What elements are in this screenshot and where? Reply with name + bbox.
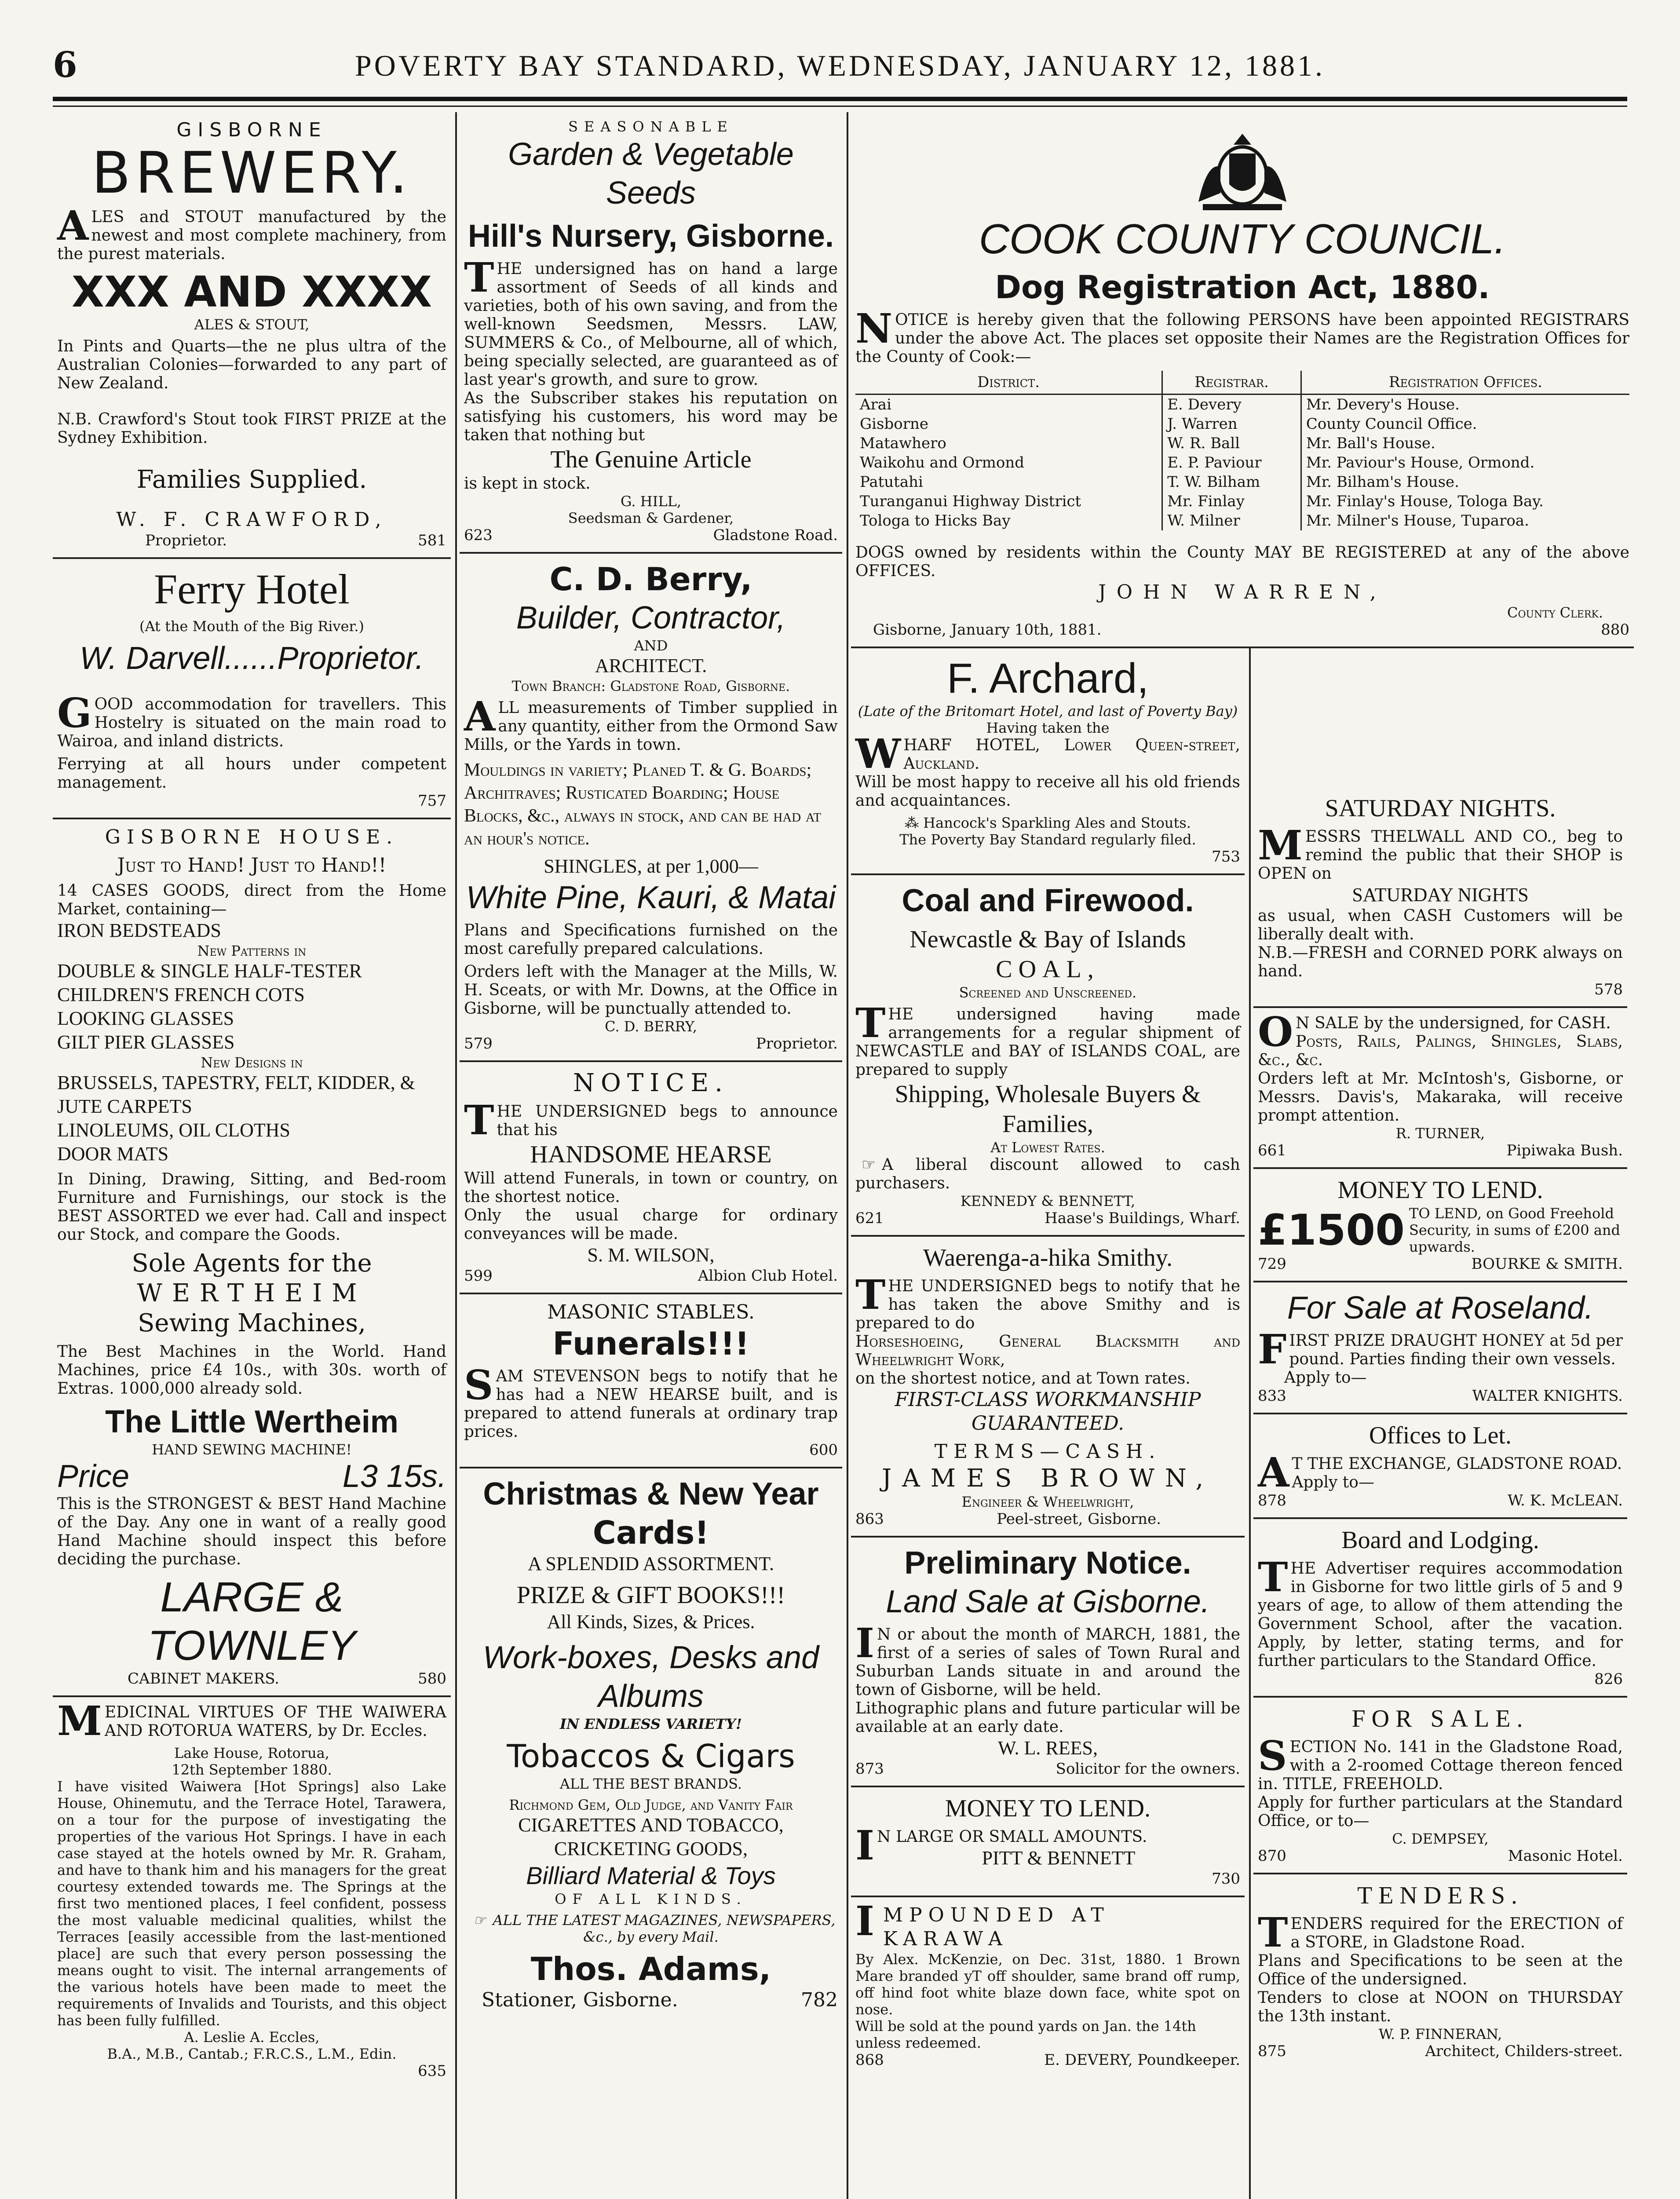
saturday-ad bbox=[1253, 787, 1627, 1008]
board-footer bbox=[1258, 1670, 1623, 1688]
smithy-body-2: on the shortest notice, and at Town rates. bbox=[855, 1370, 1191, 1388]
masthead-title: POVERTY BAY STANDARD, WEDNESDAY, JANUARY 12, 1881. bbox=[354, 49, 1326, 82]
brewery-grades: XXX AND XXXX bbox=[71, 267, 432, 317]
roseland-ad bbox=[1253, 1282, 1627, 1414]
ad-number: 833 bbox=[1258, 1387, 1286, 1405]
adams-ad bbox=[460, 1468, 842, 2020]
nursery-body-2: As the Subscriber stakes his reputation on satisfying his customers, his word may be taken that nothing but bbox=[464, 389, 838, 444]
med-place: Lake House, Rotorua, bbox=[174, 1745, 329, 1761]
land-body-2: Lithographic plans and future particular will be available at an early date. bbox=[855, 1699, 1240, 1736]
archard-taken: Having taken the bbox=[986, 720, 1110, 736]
table-cell: W. Milner bbox=[1162, 511, 1301, 530]
saturday-body: MESSRS THELWALL AND CO., beg to remind the public that their SHOP is OPEN on bbox=[1258, 822, 1623, 883]
roseland-sig: WALTER KNIGHTS. bbox=[1472, 1387, 1623, 1405]
pointing-hand-icon: ☞ bbox=[861, 1156, 876, 1174]
table-row bbox=[855, 434, 1629, 453]
coal-screened: Screened and Unscreened. bbox=[959, 984, 1137, 1001]
berry-sig-role: Proprietor. bbox=[756, 1035, 838, 1052]
coal-title: Coal and Firewood. bbox=[902, 883, 1194, 918]
ad-number: 581 bbox=[418, 532, 446, 549]
ad-number: 782 bbox=[801, 1989, 838, 2011]
council-date: Gisborne, January 10th, 1881. bbox=[873, 621, 1102, 639]
masthead-rule-thin bbox=[53, 106, 1627, 107]
adams-mags: ☞ ALL THE LATEST MAGAZINES, NEWSPAPERS, &c., by every Mail. bbox=[464, 1912, 838, 1945]
turner-sig: R. TURNER, bbox=[1395, 1125, 1485, 1142]
gh-body: In Dining, Drawing, Sitting, and Bed-room Furniture and Furnishings, our stock is the BEST ASSORTED we ever had. Call and inspect our Stock, and compare the Goods. bbox=[57, 1170, 446, 1244]
brewery-note: N.B. Crawford's Stout took FIRST PRIZE at the Sydney Exhibition. bbox=[57, 410, 446, 447]
coal-body: THE undersigned having made arrangements for a regular shipment of NEWCASTLE and BAY of ISLANDS COAL, are prepared to supply bbox=[855, 999, 1240, 1079]
coal-buyers: Shipping, Wholesale Buyers & Families, bbox=[895, 1081, 1201, 1138]
ad-number: 863 bbox=[855, 1510, 884, 1528]
archard-ale: ⁂ Hancock's Sparkling Ales and Stouts. bbox=[905, 815, 1191, 831]
board-title: Board and Lodging. bbox=[1341, 1527, 1539, 1554]
berry-ad bbox=[460, 554, 842, 1062]
adams-books: PRIZE & GIFT BOOKS!!! bbox=[516, 1582, 785, 1609]
coal-addr: Haase's Buildings, Wharf. bbox=[1045, 1209, 1240, 1227]
nursery-sig: G. HILL, bbox=[621, 493, 681, 510]
notice-body-3: Only the usual charge for ordinary conveyances will be made. bbox=[464, 1206, 838, 1243]
gh-little: The Little Wertheim bbox=[105, 1404, 398, 1439]
gh-firm: LARGE & TOWNLEY bbox=[148, 1574, 356, 1669]
table-cell: Mr. Devery's House. bbox=[1301, 395, 1629, 415]
brewery-proprietor-role: Proprietor. bbox=[145, 532, 227, 549]
ad-number: 600 bbox=[809, 1441, 838, 1459]
table-cell: Mr. Paviour's House, Ormond. bbox=[1301, 453, 1629, 472]
ferry-hotel-ad bbox=[53, 559, 451, 819]
land-pre: Preliminary Notice. bbox=[904, 1545, 1191, 1581]
adams-boxes: Work-boxes, Desks and Albums bbox=[482, 1640, 819, 1714]
smithy-terms: TERMS—CASH. bbox=[934, 1440, 1161, 1463]
table-row bbox=[855, 511, 1629, 530]
masonic-footer bbox=[464, 1441, 838, 1459]
forsale-footer bbox=[1258, 1847, 1623, 1865]
masthead bbox=[53, 44, 1627, 92]
ferry-sub: (At the Mouth of the Big River.) bbox=[139, 618, 364, 635]
forsale-addr: Masonic Hotel. bbox=[1508, 1847, 1623, 1865]
tenders-body-2: Plans and Specifications to be seen at the Office of the undersigned. bbox=[1258, 1952, 1623, 1988]
smithy-body: THE UNDERSIGNED begs to notify that he has taken the above Smithy and is prepared to do bbox=[855, 1271, 1240, 1332]
archard-filed: The Poverty Bay Standard regularly filed. bbox=[899, 831, 1196, 848]
archard-title: F. Archard, bbox=[947, 655, 1149, 702]
berry-body-2: Plans and Specifications furnished on the most carefully prepared calculations. bbox=[464, 921, 838, 958]
ad-number: 580 bbox=[418, 1670, 446, 1688]
tenders-role: Architect, Childers-street. bbox=[1425, 2042, 1623, 2060]
coal-coal: COAL, bbox=[996, 956, 1100, 983]
board-body: THE Advertiser requires accommodation in Gisborne for two little girls of 5 and 9 years of age, to allow of them attending the Government School, after the vacation. Apply, by letter, stating terms, and for further particulars to the Standard Office. bbox=[1258, 1553, 1623, 1670]
gh-item: CHILDREN'S FRENCH COTS bbox=[57, 984, 305, 1005]
table-cell: Mr. Ball's House. bbox=[1301, 434, 1629, 453]
nursery-kicker: SEASONABLE bbox=[568, 118, 734, 135]
gh-title: GISBORNE HOUSE. bbox=[105, 826, 399, 848]
roseland-apply: Apply to— bbox=[1284, 1369, 1367, 1387]
ad-number: 661 bbox=[1258, 1142, 1286, 1159]
land-title: Land Sale at Gisborne. bbox=[886, 1584, 1210, 1619]
ferry-proprietor: W. Darvell......Proprietor. bbox=[80, 641, 424, 676]
table-cell: Mr. Bilham's House. bbox=[1301, 472, 1629, 492]
brewery-ad bbox=[53, 112, 451, 559]
table-header-row bbox=[855, 371, 1629, 395]
gh-item: DOOR MATS bbox=[57, 1143, 169, 1165]
archard-ad bbox=[851, 648, 1245, 875]
table-header: District. bbox=[855, 371, 1162, 395]
adams-name: Thos. Adams, bbox=[530, 1951, 771, 1987]
money-lend-footer bbox=[1258, 1255, 1623, 1273]
gh-price bbox=[57, 1458, 446, 1495]
brewery-footer bbox=[57, 532, 446, 549]
ad-number: 729 bbox=[1258, 1255, 1286, 1273]
asterism-icon: ⁂ bbox=[905, 815, 924, 831]
roseland-title: For Sale at Roseland. bbox=[1287, 1290, 1594, 1326]
money-footer bbox=[855, 1870, 1240, 1888]
table-cell: Mr. Finlay bbox=[1162, 492, 1301, 511]
gh-item: IRON BEDSTEADS bbox=[57, 920, 221, 941]
coal-footer bbox=[855, 1209, 1240, 1227]
archard-body: Will be most happy to receive all his old friends and acquaintances. bbox=[855, 773, 1240, 810]
table-cell: E. P. Paviour bbox=[1162, 453, 1301, 472]
roseland-body: FIRST PRIZE DRAUGHT HONEY at 5d per pound. Parties finding their own vessels. bbox=[1258, 1326, 1623, 1373]
coal-rates: At Lowest Rates. bbox=[990, 1139, 1105, 1156]
med-footer bbox=[57, 2062, 446, 2080]
table-cell: Patutahi bbox=[860, 473, 923, 491]
impounded-ad bbox=[851, 1897, 1245, 2077]
ferry-title: Ferry Hotel bbox=[153, 566, 350, 613]
gh-item: LINOLEUMS, OIL CLOTHS bbox=[57, 1119, 290, 1141]
registrars-table bbox=[855, 371, 1629, 530]
land-sig: W. L. REES, bbox=[998, 1737, 1098, 1759]
ad-number: 730 bbox=[1212, 1870, 1240, 1888]
adams-cig: CIGARETTES AND TOBACCO, bbox=[518, 1814, 784, 1836]
nursery-footer bbox=[464, 526, 838, 544]
gh-price-value: L3 15s. bbox=[342, 1459, 446, 1494]
council-footer bbox=[855, 621, 1629, 639]
impounded-body-2: Will be sold at the pound yards on Jan. the 14th unless redeemed. bbox=[855, 2018, 1196, 2051]
turner-footer bbox=[1258, 1142, 1623, 1159]
offices-footer bbox=[1258, 1492, 1623, 1509]
nursery-addr: Gladstone Road. bbox=[713, 526, 838, 544]
ad-number: 599 bbox=[464, 1267, 493, 1285]
brewery-title: BREWERY. bbox=[91, 139, 412, 206]
ad-number: 878 bbox=[1258, 1492, 1286, 1509]
coal-places: Newcastle & Bay of Islands bbox=[909, 926, 1186, 953]
table-row bbox=[855, 492, 1629, 511]
tenders-body: TENDERS required for the ERECTION of a STORE, in Gladstone Road. bbox=[1258, 1909, 1623, 1956]
med-head: MEDICINAL VIRTUES OF THE WAIWERA AND ROTORUA WATERS, by Dr. Eccles. bbox=[57, 1697, 446, 1745]
berry-goods: Mouldings in variety; Planed T. & G. Boards; Architraves; Rusticated Boarding; House Blocks, &c., always in stock, and can be had at an hour's notice. bbox=[464, 760, 822, 849]
archard-hotel: WHARF HOTEL, Lower Queen-street, Auckland. bbox=[855, 730, 1240, 778]
table-row bbox=[855, 453, 1629, 472]
ad-number: 757 bbox=[418, 792, 446, 810]
ad-number: 579 bbox=[464, 1035, 493, 1052]
notice-ad bbox=[460, 1062, 842, 1294]
archard-footer bbox=[855, 848, 1240, 866]
adams-endless: IN ENDLESS VARIETY! bbox=[559, 1716, 742, 1732]
ad-number: 870 bbox=[1258, 1847, 1286, 1865]
table-cell: Matawhero bbox=[860, 435, 946, 452]
ad-number: 873 bbox=[855, 1760, 884, 1778]
council-sig-role: County Clerk. bbox=[1507, 604, 1603, 621]
notice-body-2: Will attend Funerals, in town or country, on the shortest notice. bbox=[464, 1169, 838, 1206]
smithy-role: Engineer & Wheelwright, bbox=[961, 1494, 1134, 1510]
med-sig-2: B.A., M.B., Cantab.; F.R.C.S., L.M., Edin. bbox=[107, 2046, 397, 2062]
masonic-ad bbox=[460, 1294, 842, 1468]
forsale-sig: C. DEMPSEY, bbox=[1392, 1830, 1489, 1847]
smithy-footer bbox=[855, 1510, 1240, 1528]
table-cell: T. W. Bilham bbox=[1162, 472, 1301, 492]
berry-shingles: SHINGLES, at per 1,000— bbox=[544, 855, 758, 877]
ad-number: 880 bbox=[1601, 621, 1629, 639]
impounded-footer bbox=[855, 2051, 1240, 2069]
coal-ad bbox=[851, 875, 1245, 1237]
turner-addr: Pipiwaka Bush. bbox=[1506, 1142, 1623, 1159]
gisborne-house-ad bbox=[53, 819, 451, 1697]
column-rule bbox=[455, 112, 457, 2199]
gh-body-2: The Best Machines in the World. Hand Machines, price £4 10s., with 30s. worth of Extras. 1000,000 already sold. bbox=[57, 1343, 446, 1398]
land-sale-ad bbox=[851, 1538, 1245, 1787]
smithy-name: JAMES BROWN, bbox=[881, 1464, 1214, 1493]
berry-sig: C. D. BERRY, bbox=[605, 1018, 697, 1035]
forsale-title: FOR SALE. bbox=[1351, 1705, 1529, 1732]
gh-item: GILT PIER GLASSES bbox=[57, 1031, 235, 1053]
adams-kinds: All Kinds, Sizes, & Prices. bbox=[547, 1611, 755, 1633]
smithy-addr: Peel-street, Gisborne. bbox=[997, 1510, 1161, 1528]
saturday-nights: SATURDAY NIGHTS bbox=[1352, 884, 1529, 906]
brewery-grades-sub: ALES & STOUT, bbox=[194, 316, 310, 333]
adams-assort: A SPLENDID ASSORTMENT. bbox=[527, 1553, 774, 1574]
offices-body: AT THE EXCHANGE, GLADSTONE ROAD. bbox=[1258, 1449, 1622, 1496]
nursery-ad bbox=[460, 112, 842, 554]
gh-item: DOUBLE & SINGLE HALF-TESTER bbox=[57, 960, 362, 982]
med-body: I have visited Waiwera [Hot Springs] also Lake House, Ohinemutu, and the Terrace Hotel, Tarawera, on a tour for the purpose of investigating the properties of the various Hot Springs. I have in each case stayed at the hotels owned by Mr. R. Graham, and have to thank him and his managers for the great courtesy extended towards me. The Springs at the first two mentioned places, I feel confident, possess the most valuable medicinal qualities, whilst the Terraces [easily accessible from the last-mentioned place] are such that every person possessing the means ought to visit. The internal arrangements of the various hotels have been made to meet the requirements of Invalids and Tourists, and this object has been fully fulfilled. bbox=[57, 1778, 446, 2029]
notice-body: THE UNDERSIGNED begs to announce that his bbox=[464, 1096, 838, 1144]
ad-number: 621 bbox=[855, 1209, 884, 1227]
nursery-title: Garden & Vegetable Seeds bbox=[508, 137, 794, 211]
turner-body-2: Orders left at Mr. McIntosh's, Gisborne, or Messrs. Davis's, Makaraka, will receive prompt attention. bbox=[1258, 1070, 1623, 1125]
gh-item: BRUSSELS, TAPESTRY, FELT, KIDDER, & JUTE CARPETS bbox=[57, 1072, 415, 1117]
brewery-proprietor: W. F. CRAWFORD, bbox=[116, 508, 387, 531]
berry-branch: Town Branch: Gladstone Road, Gisborne. bbox=[511, 678, 790, 694]
coal-discount: ☞ A liberal discount allowed to cash purchasers. bbox=[855, 1156, 1240, 1192]
smithy-title: Waerenga-a-hika Smithy. bbox=[923, 1244, 1173, 1271]
ad-number: 826 bbox=[1594, 1670, 1623, 1688]
ad-number: 623 bbox=[464, 526, 493, 544]
board-ad bbox=[1253, 1519, 1627, 1698]
nursery-name: Hill's Nursery, Gisborne. bbox=[467, 219, 834, 254]
masonic-funerals: Funerals!!! bbox=[552, 1325, 749, 1362]
adams-all-kinds: OF ALL KINDS. bbox=[555, 1891, 747, 1907]
saturday-title: SATURDAY NIGHTS. bbox=[1325, 795, 1556, 822]
med-date: 12th September 1880. bbox=[172, 1761, 332, 1778]
notice-title: NOTICE. bbox=[573, 1069, 729, 1097]
money-lend-row bbox=[1258, 1205, 1623, 1255]
table-cell: Mr. Milner's House, Tuparoa. bbox=[1301, 511, 1629, 530]
berry-timber: White Pine, Kauri, & Matai bbox=[466, 880, 836, 915]
saturday-nb: N.B.—FRESH and CORNED PORK always on hand. bbox=[1258, 944, 1623, 980]
berry-title: C. D. Berry, bbox=[549, 561, 752, 598]
tenders-title: TENDERS. bbox=[1357, 1882, 1523, 1909]
council-title: COOK COUNTY COUNCIL. bbox=[979, 216, 1506, 263]
adams-brands: ALL THE BEST BRANDS. bbox=[559, 1775, 742, 1792]
council-ad bbox=[851, 112, 1634, 648]
council-act: Dog Registration Act, 1880. bbox=[995, 269, 1490, 306]
table-header: Registrar. bbox=[1162, 371, 1301, 395]
ad-number: 753 bbox=[1212, 848, 1240, 866]
forsale-ad bbox=[1253, 1698, 1627, 1874]
ferry-body-2: Ferrying at all hours under competent management. bbox=[57, 755, 446, 792]
pointing-hand-icon: ☞ bbox=[473, 1912, 486, 1929]
adams-gem: Richmond Gem, Old Judge, and Vanity Fair bbox=[509, 1797, 793, 1813]
berry-body: ALL measurements of Timber supplied in any quantity, either from the Ormond Saw Mills, or the Yards in town. bbox=[464, 693, 838, 754]
nursery-sig-2: Seedsman & Gardener, bbox=[568, 510, 734, 526]
impounded-sig: E. DEVERY, Poundkeeper. bbox=[1044, 2051, 1240, 2069]
gh-wertheim: WERTHEIM bbox=[137, 1279, 367, 1308]
money-body: IN LARGE OR SMALL AMOUNTS. bbox=[855, 1822, 1147, 1869]
money-lend-firm: BOURKE & SMITH. bbox=[1471, 1255, 1623, 1273]
money-lend-detail: TO LEND, on Good Freehold Security, in sums of £200 and upwards. bbox=[1409, 1205, 1620, 1255]
council-body-2: DOGS owned by residents within the County MAY BE REGISTERED at any of the above OFFICES. bbox=[855, 544, 1629, 580]
column-1 bbox=[53, 112, 451, 2088]
offices-ad bbox=[1253, 1414, 1627, 1519]
column-2 bbox=[460, 112, 842, 2020]
brewery-body-2: In Pints and Quarts—the ne plus ultra of the Australian Colonies—forwarded to any part of New Zealand. bbox=[57, 337, 446, 392]
table-cell: J. Warren bbox=[1162, 414, 1301, 434]
gh-machines: Sewing Machines, bbox=[138, 1309, 366, 1337]
offices-title: Offices to Let. bbox=[1369, 1422, 1512, 1449]
table-cell: Gisborne bbox=[860, 415, 928, 433]
notice-sig: S. M. WILSON, bbox=[587, 1244, 715, 1266]
table-cell: E. Devery bbox=[1162, 395, 1301, 415]
table-row bbox=[855, 414, 1629, 434]
land-footer bbox=[855, 1760, 1240, 1778]
brewery-body: ALES and STOUT manufactured by the newest and most complete machinery, from the purest materials. bbox=[57, 202, 446, 263]
smithy-ad bbox=[851, 1237, 1245, 1538]
coal-firm: KENNEDY & BENNETT, bbox=[960, 1193, 1136, 1209]
smithy-first: FIRST-CLASS WORKMANSHIP GUARANTEED. bbox=[895, 1388, 1201, 1435]
saturday-body-2: as usual, when CASH Customers will be liberally dealt with. bbox=[1258, 907, 1623, 943]
masthead-rule bbox=[53, 97, 1627, 101]
gh-body-3: This is the STRONGEST & BEST Hand Machine of the Day. Any one in want of a really good Hand Machine should inspect this before deciding the purchase. bbox=[57, 1495, 446, 1568]
roseland-footer bbox=[1258, 1387, 1623, 1405]
tenders-footer bbox=[1258, 2042, 1623, 2060]
turner-body: ON SALE by the undersigned, for CASH. bbox=[1258, 1008, 1611, 1056]
brewery-kicker: GISBORNE bbox=[176, 119, 327, 141]
adams-cricket: CRICKETING GOODS, bbox=[554, 1838, 748, 1859]
page-number: 6 bbox=[53, 44, 77, 85]
ferry-body: GOOD accommodation for travellers. This Hostelry is situated on the main road to Wairoa, and inland districts. bbox=[57, 689, 446, 750]
table-cell: Arai bbox=[860, 396, 891, 413]
impounded-body: By Alex. McKenzie, on Dec. 31st, 1880. 1 Brown Mare branded yT off shoulder, same brand off rump, off hind foot white blaze down face, white spot on nose. bbox=[855, 1951, 1240, 2018]
med-sig: A. Leslie A. Eccles, bbox=[184, 2029, 320, 2046]
forsale-body-2: Apply for further particulars at the Standard Office, or to— bbox=[1258, 1794, 1623, 1830]
saturday-footer bbox=[1258, 981, 1623, 998]
table-row bbox=[855, 395, 1629, 415]
land-body: IN or about the month of MARCH, 1881, the first of a series of sales of Town Rural and Suburban Lands situate in and around the town of Gisborne, will be held. bbox=[855, 1619, 1240, 1699]
table-cell: Tologa to Hicks Bay bbox=[860, 512, 1011, 530]
table-header: Registration Offices. bbox=[1301, 371, 1629, 395]
money-lend-ad bbox=[1253, 1169, 1627, 1282]
table-cell: Turanganui Highway District bbox=[860, 493, 1081, 510]
gh-item: New Designs in bbox=[201, 1054, 303, 1071]
gh-line1: Just to Hand! Just to Hand!! bbox=[117, 854, 387, 877]
forsale-body: SECTION No. 141 in the Gladstone Road, with a 2-roomed Cottage thereon fenced in. TITLE, FREEHOLD. bbox=[1258, 1732, 1623, 1793]
gh-price-label: Price bbox=[57, 1459, 130, 1494]
table-cell: W. R. Ball bbox=[1162, 434, 1301, 453]
royal-crest-icon bbox=[1190, 127, 1295, 215]
berry-and: AND bbox=[634, 637, 668, 654]
money-lend-title: MONEY TO LEND. bbox=[1337, 1176, 1543, 1204]
gh-item: New Patterns in bbox=[197, 942, 307, 959]
nursery-body: THE undersigned has on hand a large assortment of Seeds of all kinds and varieties, both of his own saving, and from the well-known Seedsmen, Messrs. LAW, SUMMERS & Co., of Melbourne, all of which, being specially selected, are guaranteed as of last year's growth, and sure to grow. bbox=[464, 254, 838, 389]
gh-hand-machine: HAND SEWING MACHINE! bbox=[152, 1441, 352, 1458]
council-body: NOTICE is hereby given that the following PERSONS have been appointed REGISTRARS under the above Act. The places set opposite their Names are the Registration Offices for the County of Cook:— bbox=[855, 305, 1629, 366]
archard-late: (Late of the Britomart Hotel, and last of Poverty Bay) bbox=[858, 703, 1238, 720]
berry-arch: ARCHITECT. bbox=[595, 655, 707, 676]
ad-number: 635 bbox=[418, 2062, 446, 2080]
nursery-genuine: The Genuine Article bbox=[550, 446, 752, 473]
notice-hearse: HANDSOME HEARSE bbox=[530, 1141, 772, 1168]
column-4 bbox=[1253, 787, 1627, 2068]
berry-body-3: Orders left with the Manager at the Mills, W. H. Sceats, or with Mr. Downs, at the Office in Gisborne, will be punctually attended to. bbox=[464, 963, 838, 1018]
adams-billiard: Billiard Material & Toys bbox=[526, 1862, 776, 1889]
gh-line2: 14 CASES GOODS, direct from the Home Market, containing— bbox=[57, 882, 446, 918]
money-title: MONEY TO LEND. bbox=[945, 1795, 1151, 1822]
ferry-footer bbox=[57, 792, 446, 810]
ad-number: 578 bbox=[1594, 981, 1623, 998]
table-row bbox=[855, 472, 1629, 492]
column-rule bbox=[847, 112, 848, 2199]
medicinal-ad bbox=[53, 1697, 451, 2088]
offices-apply: Apply to— bbox=[1292, 1473, 1374, 1491]
berry-trade: Builder, Contractor, bbox=[516, 600, 786, 636]
ad-number: 875 bbox=[1258, 2042, 1286, 2060]
council-sig: JOHN WARREN, bbox=[1098, 581, 1387, 603]
gh-agents: Sole Agents for the bbox=[131, 1249, 372, 1278]
berry-footer bbox=[464, 1035, 838, 1052]
adams-tobacco: Tobaccos & Cigars bbox=[507, 1738, 795, 1775]
nursery-stock: is kept in stock. bbox=[464, 475, 591, 493]
gh-firm-sub: CABINET MAKERS. bbox=[128, 1670, 280, 1688]
smithy-work: Horseshoeing, General Blacksmith and Wheelwright Work, bbox=[855, 1333, 1240, 1369]
gh-footer bbox=[57, 1670, 446, 1688]
offices-sig: W. K. McLEAN. bbox=[1508, 1492, 1623, 1509]
ad-number: 868 bbox=[855, 2051, 884, 2069]
adams-role: Stationer, Gisborne. bbox=[482, 1989, 678, 2011]
notice-addr: Albion Club Hotel. bbox=[698, 1267, 838, 1285]
money-firm: PITT & BENNETT bbox=[982, 1847, 1136, 1869]
adams-cards: Cards! bbox=[592, 1514, 709, 1551]
masonic-title: MASONIC STABLES. bbox=[547, 1301, 755, 1323]
money-lend-amount: £1500 bbox=[1258, 1205, 1405, 1255]
adams-footer bbox=[464, 1988, 838, 2012]
masonic-body: SAM STEVENSON begs to notify that he has had a NEW HEARSE built, and is prepared to attend funerals at ordinary trap prices. bbox=[464, 1361, 838, 1441]
money-ad bbox=[851, 1787, 1245, 1897]
notice-footer bbox=[464, 1267, 838, 1285]
gh-item: LOOKING GLASSES bbox=[57, 1008, 234, 1029]
land-role: Solicitor for the owners. bbox=[1055, 1760, 1240, 1778]
table-cell: Waikohu and Ormond bbox=[860, 454, 1025, 471]
turner-goods: Posts, Rails, Palings, Shingles, Slabs, &c., &c. bbox=[1258, 1033, 1623, 1069]
brewery-families: Families Supplied. bbox=[136, 465, 367, 494]
tenders-body-3: Tenders to close at NOON on THURSDAY the 13th instant. bbox=[1258, 1989, 1623, 2025]
impounded-title: IMPOUNDED AT KARAWA bbox=[855, 1897, 1110, 1950]
tenders-sig: W. P. FINNERAN, bbox=[1378, 2026, 1502, 2042]
table-cell: Mr. Finlay's House, Tologa Bay. bbox=[1301, 492, 1629, 511]
turner-ad bbox=[1253, 1008, 1627, 1169]
table-cell: County Council Office. bbox=[1301, 414, 1629, 434]
tenders-ad bbox=[1253, 1874, 1627, 2068]
adams-xmas: Christmas & New Year bbox=[483, 1476, 819, 1512]
